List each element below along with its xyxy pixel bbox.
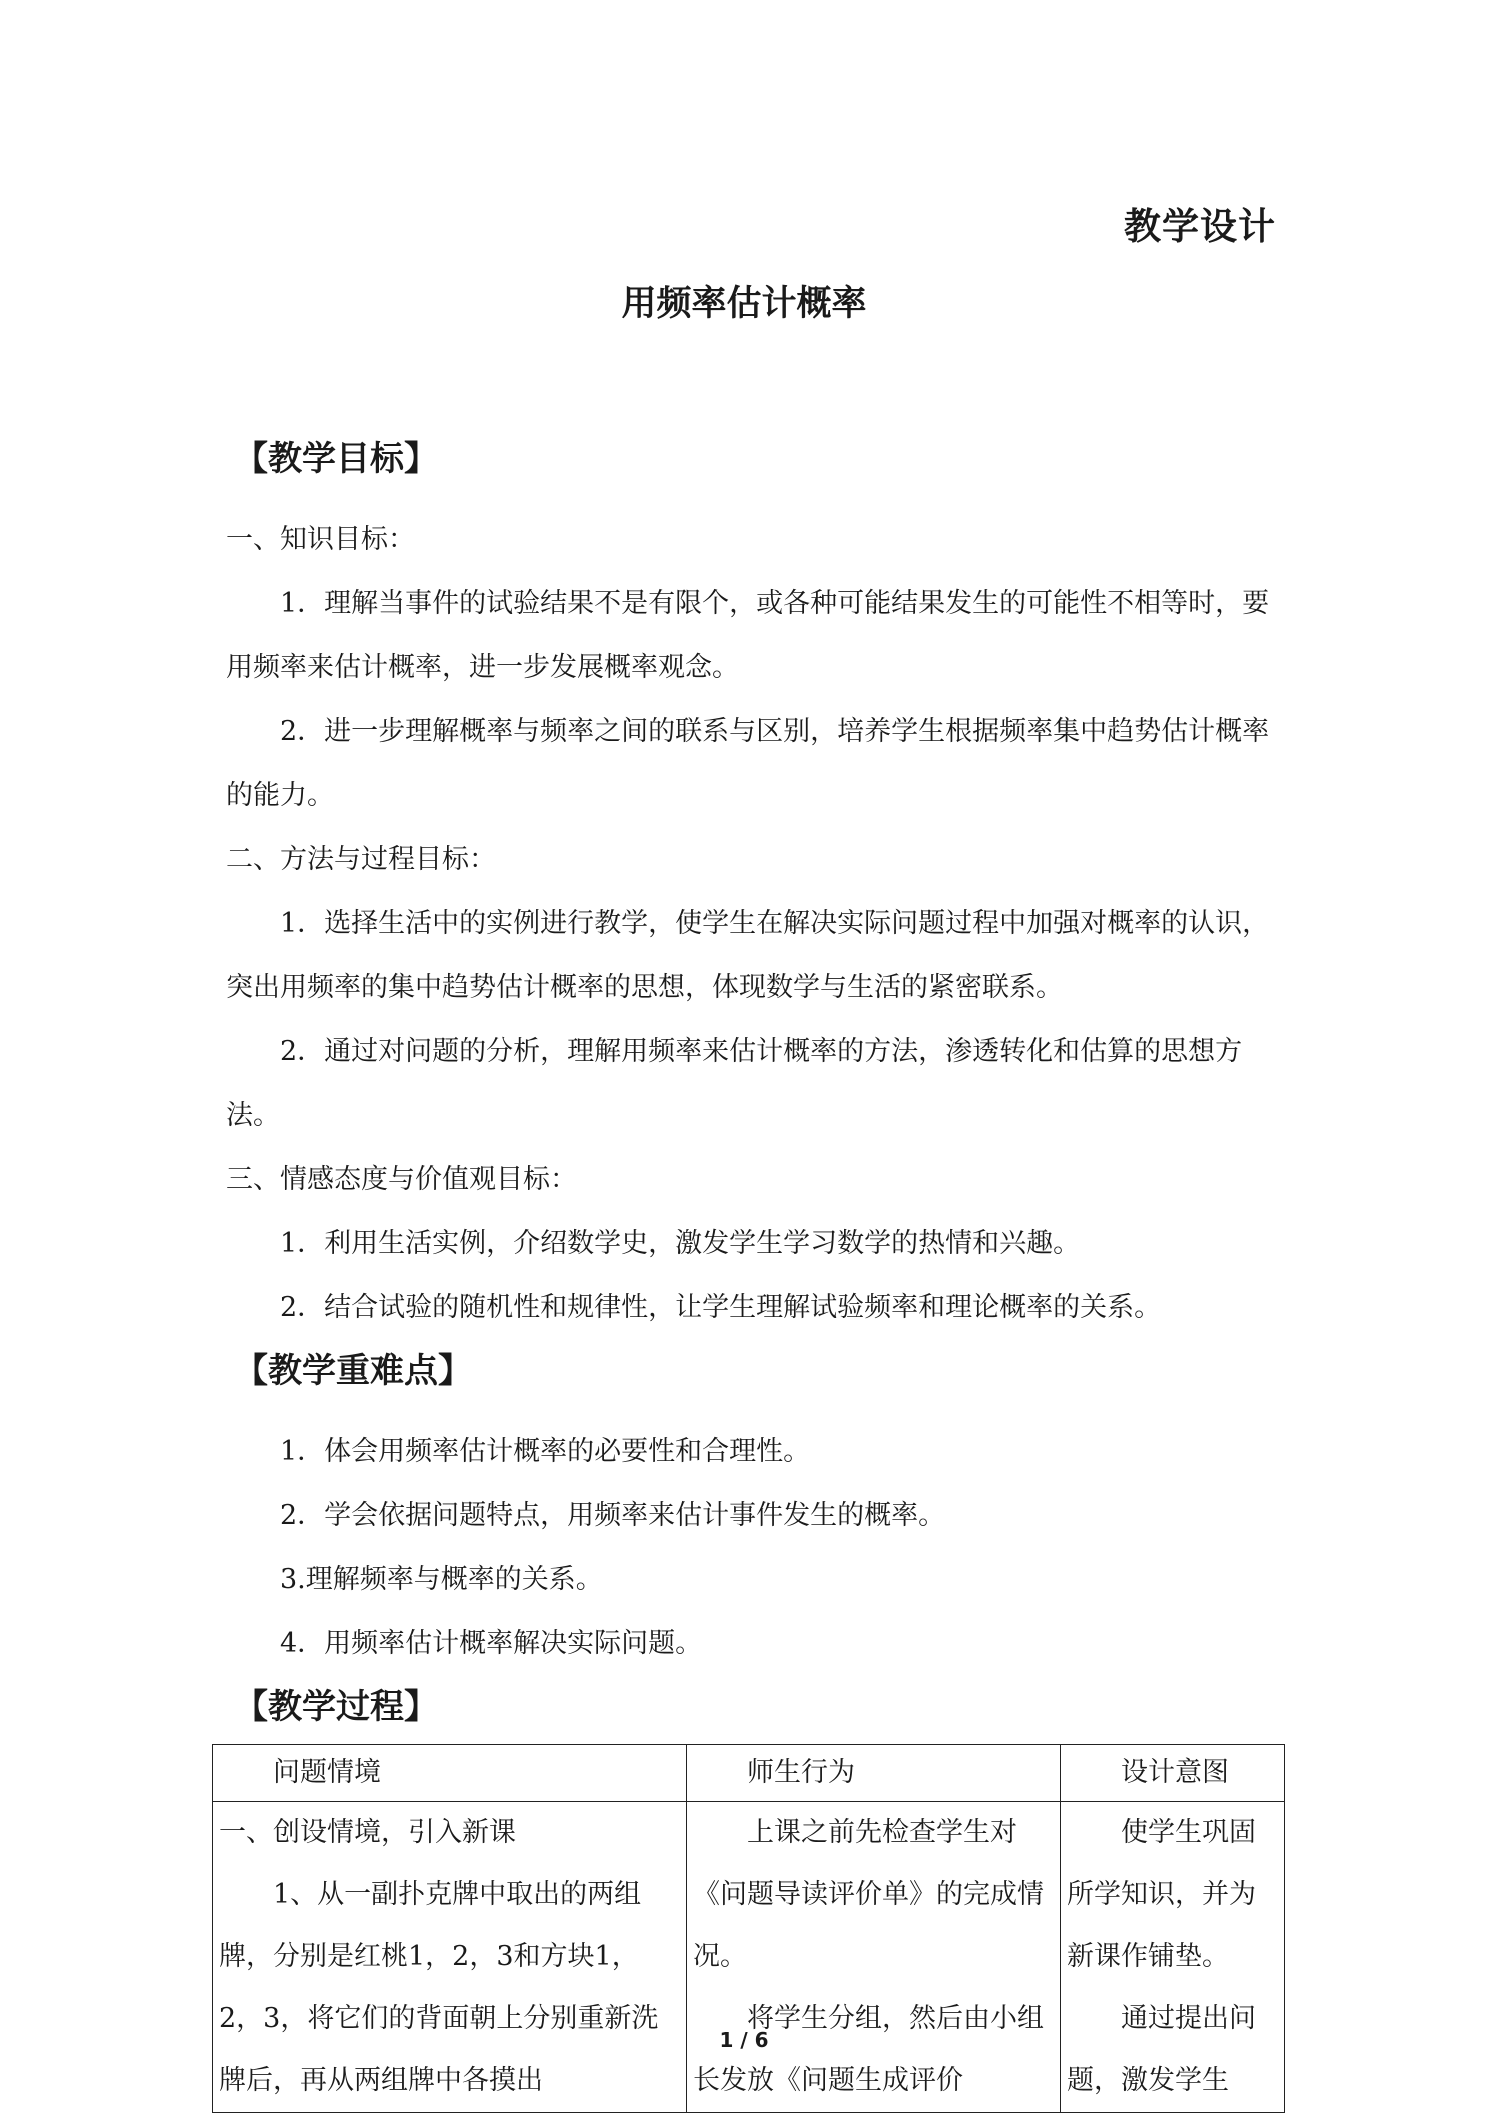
objective-paragraph: 1．理解当事件的试验结果不是有限个，或各种可能结果发生的可能性不相等时，要用频率来估计概率，进一步发展概率观念。 — [226, 588, 1270, 683]
spacer — [226, 1402, 1276, 1420]
page-indicator: 1 / 6 — [719, 2028, 769, 2052]
subsection-label-method: 二、方法与过程目标： — [226, 844, 496, 875]
key-point-item: 1．体会用频率估计概率的必要性和合理性。 — [280, 1436, 811, 1467]
table-header-row — [213, 1745, 1285, 1802]
section-heading-objectives: 【教学目标】 — [234, 439, 438, 479]
cell-paragraph: 通过提出问题，激发学生 — [1067, 2003, 1256, 2096]
subsection-label-knowledge: 一、知识目标： — [226, 524, 415, 555]
section-heading-key-points: 【教学重难点】 — [234, 1351, 472, 1391]
cell-paragraph: 将学生分组，然后由小组长发放《问题生成评价 — [693, 2003, 1044, 2096]
table-cell-behavior — [687, 1802, 1061, 2113]
teaching-process-table — [212, 1744, 1285, 2113]
objective-paragraph: 2．结合试验的随机性和规律性，让学生理解试验频率和理论概率的关系。 — [280, 1292, 1162, 1323]
cell-paragraph: 1、从一副扑克牌中取出的两组牌，分别是红桃1，2，3和方块1，2，3，将它们的背面朝上分别重新洗牌后，再从两组牌中各摸出 — [219, 1879, 659, 2096]
table-header-cell: 师生行为 — [687, 1745, 1061, 1802]
table-row — [213, 1802, 1285, 2113]
document-title: 用频率估计概率 — [621, 284, 867, 324]
objective-paragraph: 2．通过对问题的分析，理解用频率来估计概率的方法，渗透转化和估算的思想方法。 — [226, 1036, 1243, 1131]
document-body — [219, 428, 1276, 2113]
table-cell-situation — [213, 1802, 687, 2113]
table-header-cell: 问题情境 — [213, 1745, 687, 1802]
cell-paragraph: 使学生巩固所学知识，并为新课作铺垫。 — [1067, 1817, 1256, 1972]
spacer — [226, 490, 1276, 508]
objective-paragraph: 2．进一步理解概率与频率之间的联系与区别，培养学生根据频率集中趋势估计概率的能力。 — [226, 716, 1270, 811]
cell-paragraph: 一、创设情境，引入新课 — [219, 1817, 516, 1848]
section-heading-process: 【教学过程】 — [234, 1687, 438, 1727]
document-type-label: 教学设计 — [1124, 205, 1276, 248]
cell-paragraph: 上课之前先检查学生对《问题导读评价单》的完成情况。 — [693, 1817, 1044, 1972]
key-point-item: 4．用频率估计概率解决实际问题。 — [280, 1628, 703, 1659]
objective-paragraph: 1．选择生活中的实例进行教学，使学生在解决实际问题过程中加强对概率的认识，突出用频率的集中趋势估计概率的思想，体现数学与生活的紧密联系。 — [226, 908, 1270, 1003]
subsection-label-emotion: 三、情感态度与价值观目标： — [226, 1164, 577, 1195]
key-point-item: 3.理解频率与概率的关系。 — [280, 1564, 603, 1595]
key-point-item: 2．学会依据问题特点，用频率来估计事件发生的概率。 — [280, 1500, 946, 1531]
table-header-cell: 设计意图 — [1061, 1745, 1285, 1802]
objective-paragraph: 1．利用生活实例，介绍数学史，激发学生学习数学的热情和兴趣。 — [280, 1228, 1081, 1259]
table-cell-intent — [1061, 1802, 1285, 2113]
